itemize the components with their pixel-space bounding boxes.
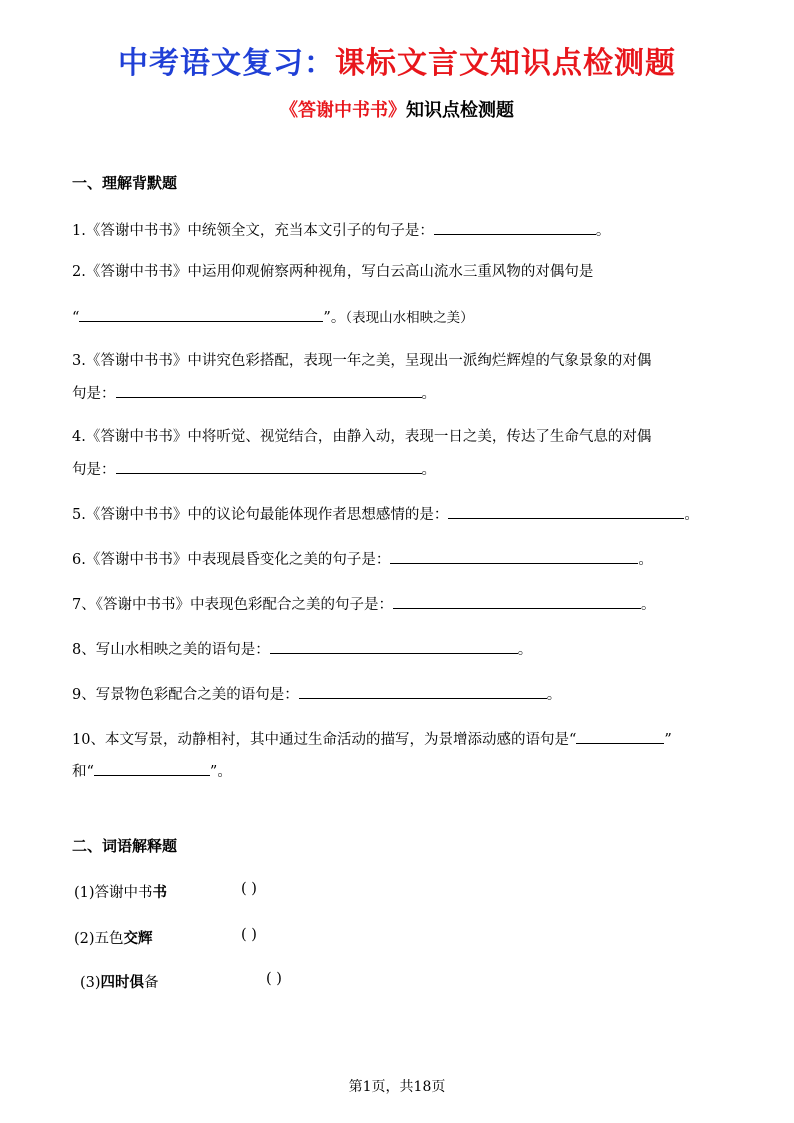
section-1-heading: 一、理解背默题	[72, 174, 178, 192]
answer-blank-5[interactable]	[448, 503, 684, 519]
question-3-end: 。	[421, 386, 436, 402]
question-9-text: 9、写景物色彩配合之美的语句是：	[72, 687, 299, 703]
question-10-line-1	[72, 728, 672, 750]
title-part-2: 课标文言文知识点检测题	[335, 46, 676, 81]
answer-blank-10a[interactable]	[576, 728, 664, 744]
question-10-and: 和“	[72, 764, 94, 780]
section-2-heading: 二、词语解释题	[72, 837, 178, 855]
question-8-text: 8、写山水相映之美的语句是：	[72, 642, 270, 658]
question-10-close-1: ”	[664, 732, 672, 748]
question-1-end: 。	[595, 223, 611, 239]
vocab-2-key: 交辉	[123, 930, 153, 947]
question-8-end: 。	[517, 642, 533, 658]
question-6-text: 6.《答谢中书书》中表现晨昏变化之美的句子是：	[72, 552, 391, 568]
question-5-text: 5.《答谢中书书》中的议论句最能体现作者思想感情的是：	[72, 507, 449, 523]
question-9-end: 。	[546, 687, 562, 703]
question-3-line-1: 3.《答谢中书书》中讲究色彩搭配，表现一年之美，呈现出一派绚烂辉煌的气象景象的对偶	[72, 353, 652, 369]
question-5-end: 。	[684, 507, 699, 523]
question-5	[72, 503, 699, 525]
question-10-text: 10、本文写景，动静相衬，其中通过生命活动的描写，为景增添动感的语句是“	[72, 732, 577, 748]
vocab-3-key: 四时俱	[100, 974, 145, 991]
question-2-line-1: 2.《答谢中书书》中运用仰观俯察两种视角，写白云高山流水三重风物的对偶句是	[72, 264, 594, 280]
question-4-line-2	[72, 458, 436, 480]
answer-blank-1[interactable]	[434, 219, 596, 235]
vocab-3-answer[interactable]: ( )	[266, 971, 282, 987]
vocab-1-key: 书	[152, 884, 168, 901]
question-3-label: 句是：	[72, 386, 116, 402]
answer-blank-4[interactable]	[116, 458, 422, 474]
vocab-item-3	[80, 971, 159, 992]
question-9	[72, 683, 561, 705]
answer-blank-8[interactable]	[270, 638, 518, 654]
question-6	[72, 548, 653, 570]
vocab-2-answer[interactable]: ( )	[241, 927, 257, 943]
question-1-text: 1.《答谢中书书》中统领全文，充当本文引子的句子是：	[72, 223, 434, 239]
page-title	[0, 38, 794, 82]
question-7-end: 。	[640, 597, 656, 613]
question-4-end: 。	[421, 462, 436, 478]
answer-blank-10b[interactable]	[94, 760, 210, 776]
question-1	[72, 219, 610, 241]
question-10-close-2: ”。	[209, 764, 232, 780]
vocab-1-prefix: (1)答谢中书	[74, 885, 153, 901]
title-part-1: 中考语文复习：	[118, 46, 335, 81]
vocab-1-answer[interactable]: ( )	[241, 881, 257, 897]
subtitle-part-2: 知识点检测题	[406, 100, 514, 121]
answer-blank-9[interactable]	[299, 683, 547, 699]
question-2-line-2	[72, 306, 474, 328]
question-3-line-2	[72, 382, 436, 404]
question-6-end: 。	[638, 552, 653, 568]
page-number: 第1页，共18页	[348, 1079, 446, 1095]
question-2-open-quote: “	[72, 310, 80, 326]
answer-blank-2[interactable]	[79, 306, 323, 322]
vocab-item-2	[74, 927, 153, 948]
answer-blank-3[interactable]	[116, 382, 422, 398]
vocab-2-prefix: (2)五色	[74, 931, 124, 947]
page-subtitle	[0, 96, 794, 122]
question-7	[72, 593, 655, 615]
vocab-3-suffix: 备	[144, 975, 159, 991]
question-4-label: 句是：	[72, 462, 116, 478]
question-2-note: （表现山水相映之美）	[345, 310, 474, 326]
answer-blank-6[interactable]	[390, 548, 638, 564]
question-4-line-1: 4.《答谢中书书》中将听觉、视觉结合，由静入动，表现一日之美，传达了生命气息的对偶	[72, 429, 652, 445]
subtitle-part-1: 《答谢中书书》	[280, 100, 406, 121]
question-8	[72, 638, 532, 660]
vocab-3-prefix: (3)	[80, 975, 101, 991]
question-7-text: 7、《答谢中书书》中表现色彩配合之美的句子是：	[72, 597, 393, 613]
answer-blank-7[interactable]	[393, 593, 641, 609]
question-2-close-quote: ”。	[323, 310, 346, 326]
question-10-line-2	[72, 760, 232, 782]
vocab-item-1	[74, 881, 167, 902]
